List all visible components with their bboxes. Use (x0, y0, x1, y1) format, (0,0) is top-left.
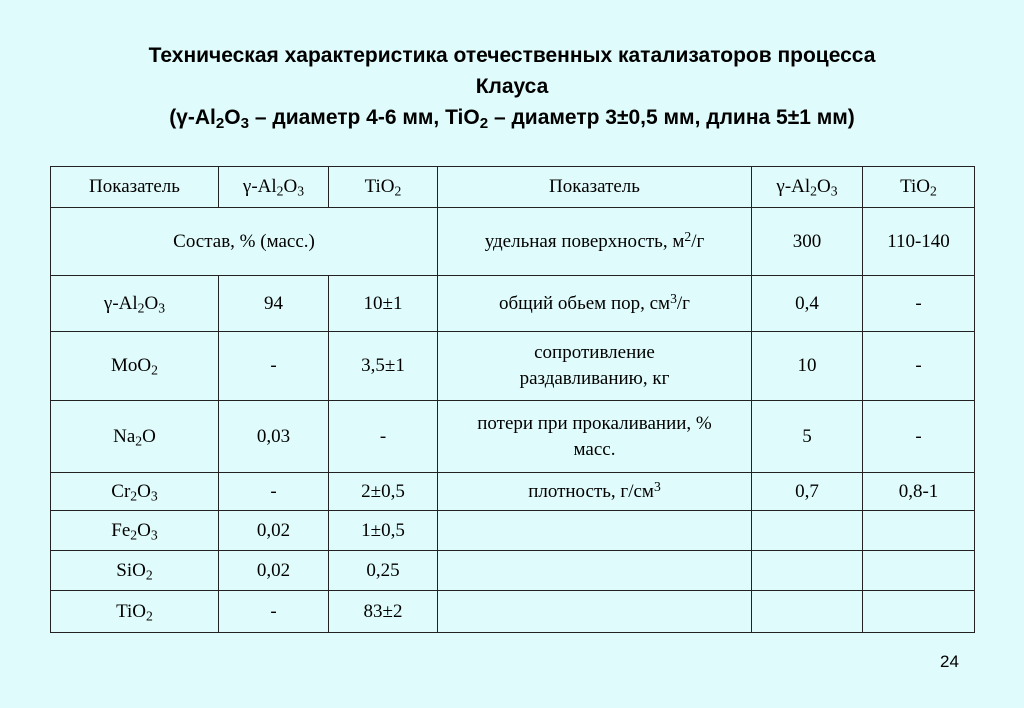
table-row (51, 332, 975, 401)
component-tio2-value: 10±1 (329, 276, 438, 332)
right-tio2-value: - (863, 332, 975, 401)
right-tio2-value: 0,8-1 (863, 473, 975, 511)
empty-cell (863, 591, 975, 633)
component-gamma-value: 0,03 (219, 401, 329, 473)
component-gamma-value: 0,02 (219, 511, 329, 551)
header-gamma-al2o3-right: $\gamma-Al_2O_3$ (752, 167, 863, 208)
right-tio2-value: 110-140 (863, 208, 975, 276)
right-gamma-value: 0,7 (752, 473, 863, 511)
right-gamma-value: 5 (752, 401, 863, 473)
empty-cell (438, 551, 752, 591)
table-row (51, 591, 975, 633)
component-name: $\gamma-Al_2O_3$ (51, 276, 219, 332)
component-name: SiO$_2$ (51, 551, 219, 591)
table-row (51, 401, 975, 473)
right-indicator-name: общий обьем пор, $см^3/г$ (438, 276, 752, 332)
header-pokazatel-right: Показатель (438, 167, 752, 208)
right-gamma-value: 300 (752, 208, 863, 276)
component-tio2-value: 2±0,5 (329, 473, 438, 511)
header-tio2-left: TiO$_2$ (329, 167, 438, 208)
page-number: 24 (940, 652, 959, 671)
empty-cell (863, 551, 975, 591)
table-row (51, 511, 975, 551)
table-row (51, 551, 975, 591)
title-line-3: ($\gamma-Al_2O_3$ – диаметр 4-6 мм, TiO$_2$ – диаметр 3±0,5 мм, длина 5±1 мм) (169, 106, 855, 132)
title-line-1: Техническая характеристика отечественных катализаторов процесса (148, 44, 876, 67)
component-tio2-value: 83±2 (329, 591, 438, 633)
right-gamma-value: 0,4 (752, 276, 863, 332)
right-indicator-name: удельная поверхность, $м^2/г$ (438, 208, 752, 276)
empty-cell (752, 591, 863, 633)
component-tio2-value: 0,25 (329, 551, 438, 591)
right-tio2-value: - (863, 276, 975, 332)
component-name: TiO$_2$ (51, 591, 219, 633)
header-tio2-right: TiO$_2$ (863, 167, 975, 208)
component-name: $Cr_2O_3$ (51, 473, 219, 511)
title-line-2: Клауса (475, 75, 549, 98)
composition-label: Состав, % (масс.) (51, 208, 438, 276)
component-gamma-value: 0,02 (219, 551, 329, 591)
component-name: $Fe_2O_3$ (51, 511, 219, 551)
right-gamma-value: 10 (752, 332, 863, 401)
empty-cell (438, 511, 752, 551)
table-row (51, 473, 975, 511)
component-gamma-value: 94 (219, 276, 329, 332)
right-tio2-value: - (863, 401, 975, 473)
component-name: $Na_2O$ (51, 401, 219, 473)
component-tio2-value: - (329, 401, 438, 473)
component-gamma-value: - (219, 332, 329, 401)
empty-cell (752, 551, 863, 591)
component-gamma-value: - (219, 591, 329, 633)
right-indicator-name: плотность, $г/см^3$ (438, 473, 752, 511)
header-pokazatel-left: Показатель (51, 167, 219, 208)
component-tio2-value: 1±0,5 (329, 511, 438, 551)
right-indicator-name: потери при прокаливании, % масс. (438, 401, 752, 473)
table-header-row (51, 167, 975, 208)
empty-cell (438, 591, 752, 633)
slide-title (60, 40, 964, 133)
empty-cell (863, 511, 975, 551)
header-gamma-al2o3-left: $\gamma-Al_2O_3$ (219, 167, 329, 208)
catalyst-spec-table (50, 166, 975, 633)
table-row (51, 276, 975, 332)
table-row (51, 208, 975, 276)
component-name: MoO$_2$ (51, 332, 219, 401)
empty-cell (752, 511, 863, 551)
component-tio2-value: 3,5±1 (329, 332, 438, 401)
component-gamma-value: - (219, 473, 329, 511)
right-indicator-name: сопротивление раздавливанию, кг (438, 332, 752, 401)
